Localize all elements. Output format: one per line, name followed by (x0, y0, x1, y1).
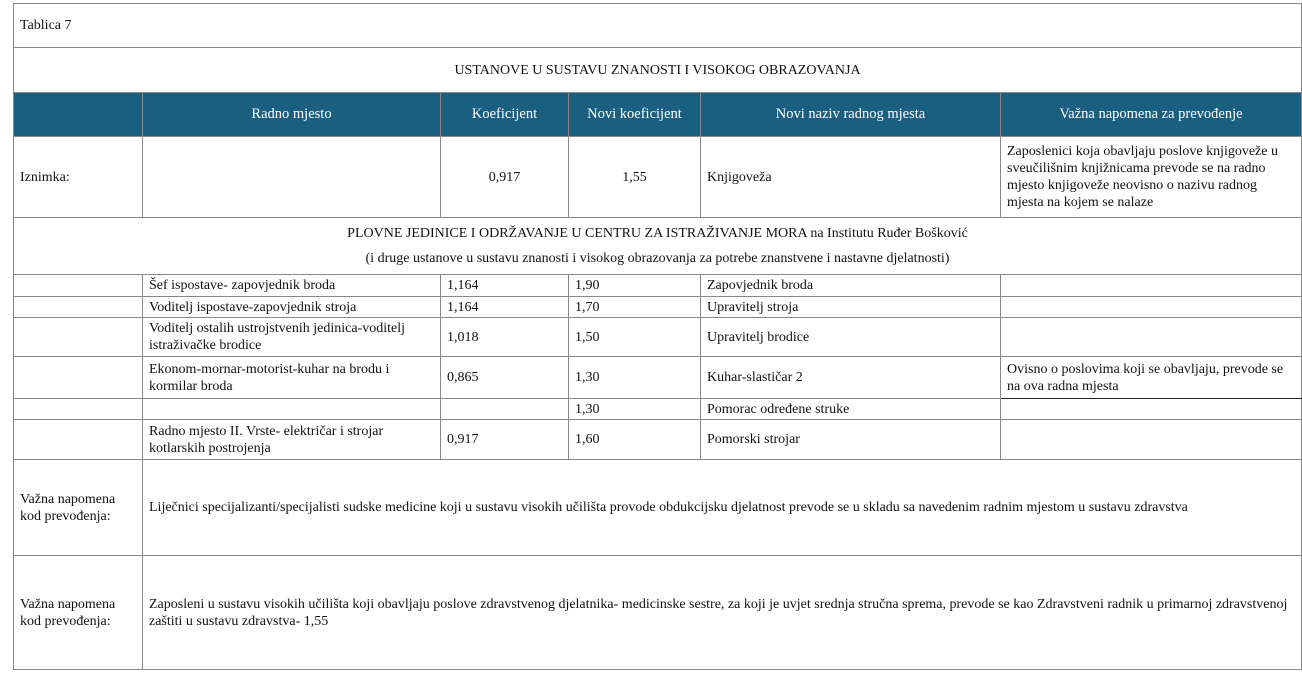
note-text: Liječnici specijalizanti/specijalisti sudske medicine koji u sustavu visokih učilišta provode obdukcijsku djelatnost prevode se u skladu sa navedenim radnim mjestom u sustavu zdravstva (143, 460, 1302, 556)
radno-cell (143, 399, 441, 420)
exception-napomena: Zaposlenici koja obavljaju poslove knjigoveže u sveučilišnim knjižnicama prevode se na radno mjesto knjigoveže neovisno o nazivu radnog mjesta na kojem se nalaze (1001, 137, 1302, 218)
koef-cell: 1,164 (441, 297, 569, 318)
koef-cell: 0,865 (441, 357, 569, 399)
radno-cell: Šef ispostave- zapovjednik broda (143, 275, 441, 297)
novi-koef-cell: 1,30 (569, 357, 701, 399)
table-row (14, 420, 1302, 460)
header-cell: Novi naziv radnog mjesta (701, 93, 1001, 137)
header-row (14, 93, 1302, 137)
radno-cell: Voditelj ispostave-zapovjednik stroja (143, 297, 441, 318)
koef-cell (441, 399, 569, 420)
exception-label: Iznimka: (14, 137, 143, 218)
note-text: Zaposleni u sustavu visokih učilišta koji obavljaju poslove zdravstvenog djelatnika- medicinske sestre, za koji je uvjet srednja stručna sprema, prevode se kao Zdravstveni radnik u primarnoj zdravstvenoj zaštiti u sustavu zdravstva- 1,55 (143, 556, 1302, 670)
exception-koef: 0,917 (441, 137, 569, 218)
naziv-cell: Zapovjednik broda (701, 275, 1001, 297)
table-row (14, 275, 1302, 297)
header-cell: Novi koeficijent (569, 93, 701, 137)
note-label: Važna napomena kod prevođenja: (14, 460, 143, 556)
table-title: USTANOVE U SUSTAVU ZNANOSTI I VISOKOG OBRAZOVANJA (14, 48, 1302, 93)
radno-cell: Ekonom-mornar-motorist-kuhar na brodu i kormilar broda (143, 357, 441, 399)
novi-koef-cell: 1,90 (569, 275, 701, 297)
naziv-cell: Kuhar-slastičar 2 (701, 357, 1001, 399)
koef-cell: 1,018 (441, 318, 569, 357)
table-row (14, 357, 1302, 399)
section-line-2: (i druge ustanove u sustavu znanosti i visokog obrazovanja za potrebe znanstvene i nastavne djelatnosti) (365, 251, 950, 266)
table-row (14, 318, 1302, 357)
novi-koef-cell: 1,60 (569, 420, 701, 460)
naziv-cell: Pomorac određene struke (701, 399, 1001, 420)
header-cell: Važna napomena za prevođenje (1001, 93, 1302, 137)
exception-radno (143, 137, 441, 218)
novi-koef-cell: 1,30 (569, 399, 701, 420)
table-row (14, 297, 1302, 318)
table-caption: Tablica 7 (14, 4, 1302, 48)
exception-novi-koef: 1,55 (569, 137, 701, 218)
novi-koef-cell: 1,70 (569, 297, 701, 318)
koef-cell: 1,164 (441, 275, 569, 297)
note-row (14, 460, 1302, 556)
section-line-1: PLOVNE JEDINICE I ODRŽAVANJE U CENTRU ZA ISTRAŽIVANJE MORA na Institutu Ruđer Bošković (347, 226, 968, 241)
radno-cell: Radno mjesto II. Vrste- električar i strojar kotlarskih postrojenja (143, 420, 441, 460)
novi-koef-cell: 1,50 (569, 318, 701, 357)
header-cell (14, 93, 143, 137)
header-cell: Radno mjesto (143, 93, 441, 137)
note-label: Važna napomena kod prevođenja: (14, 556, 143, 670)
exception-row (14, 137, 1302, 218)
radno-cell: Voditelj ostalih ustrojstvenih jedinica-voditelj istraživačke brodice (143, 318, 441, 357)
table-row (14, 399, 1302, 420)
header-cell: Koeficijent (441, 93, 569, 137)
note-row (14, 556, 1302, 670)
naziv-cell: Upravitelj brodice (701, 318, 1001, 357)
section-heading (14, 218, 1302, 275)
koef-cell: 0,917 (441, 420, 569, 460)
exception-naziv: Knjigoveža (701, 137, 1001, 218)
naziv-cell: Pomorski strojar (701, 420, 1001, 460)
rows-note: Ovisno o poslovima koji se obavljaju, prevode se na ova radna mjesta (1001, 357, 1302, 399)
coefficient-table (13, 3, 1302, 670)
naziv-cell: Upravitelj stroja (701, 297, 1001, 318)
